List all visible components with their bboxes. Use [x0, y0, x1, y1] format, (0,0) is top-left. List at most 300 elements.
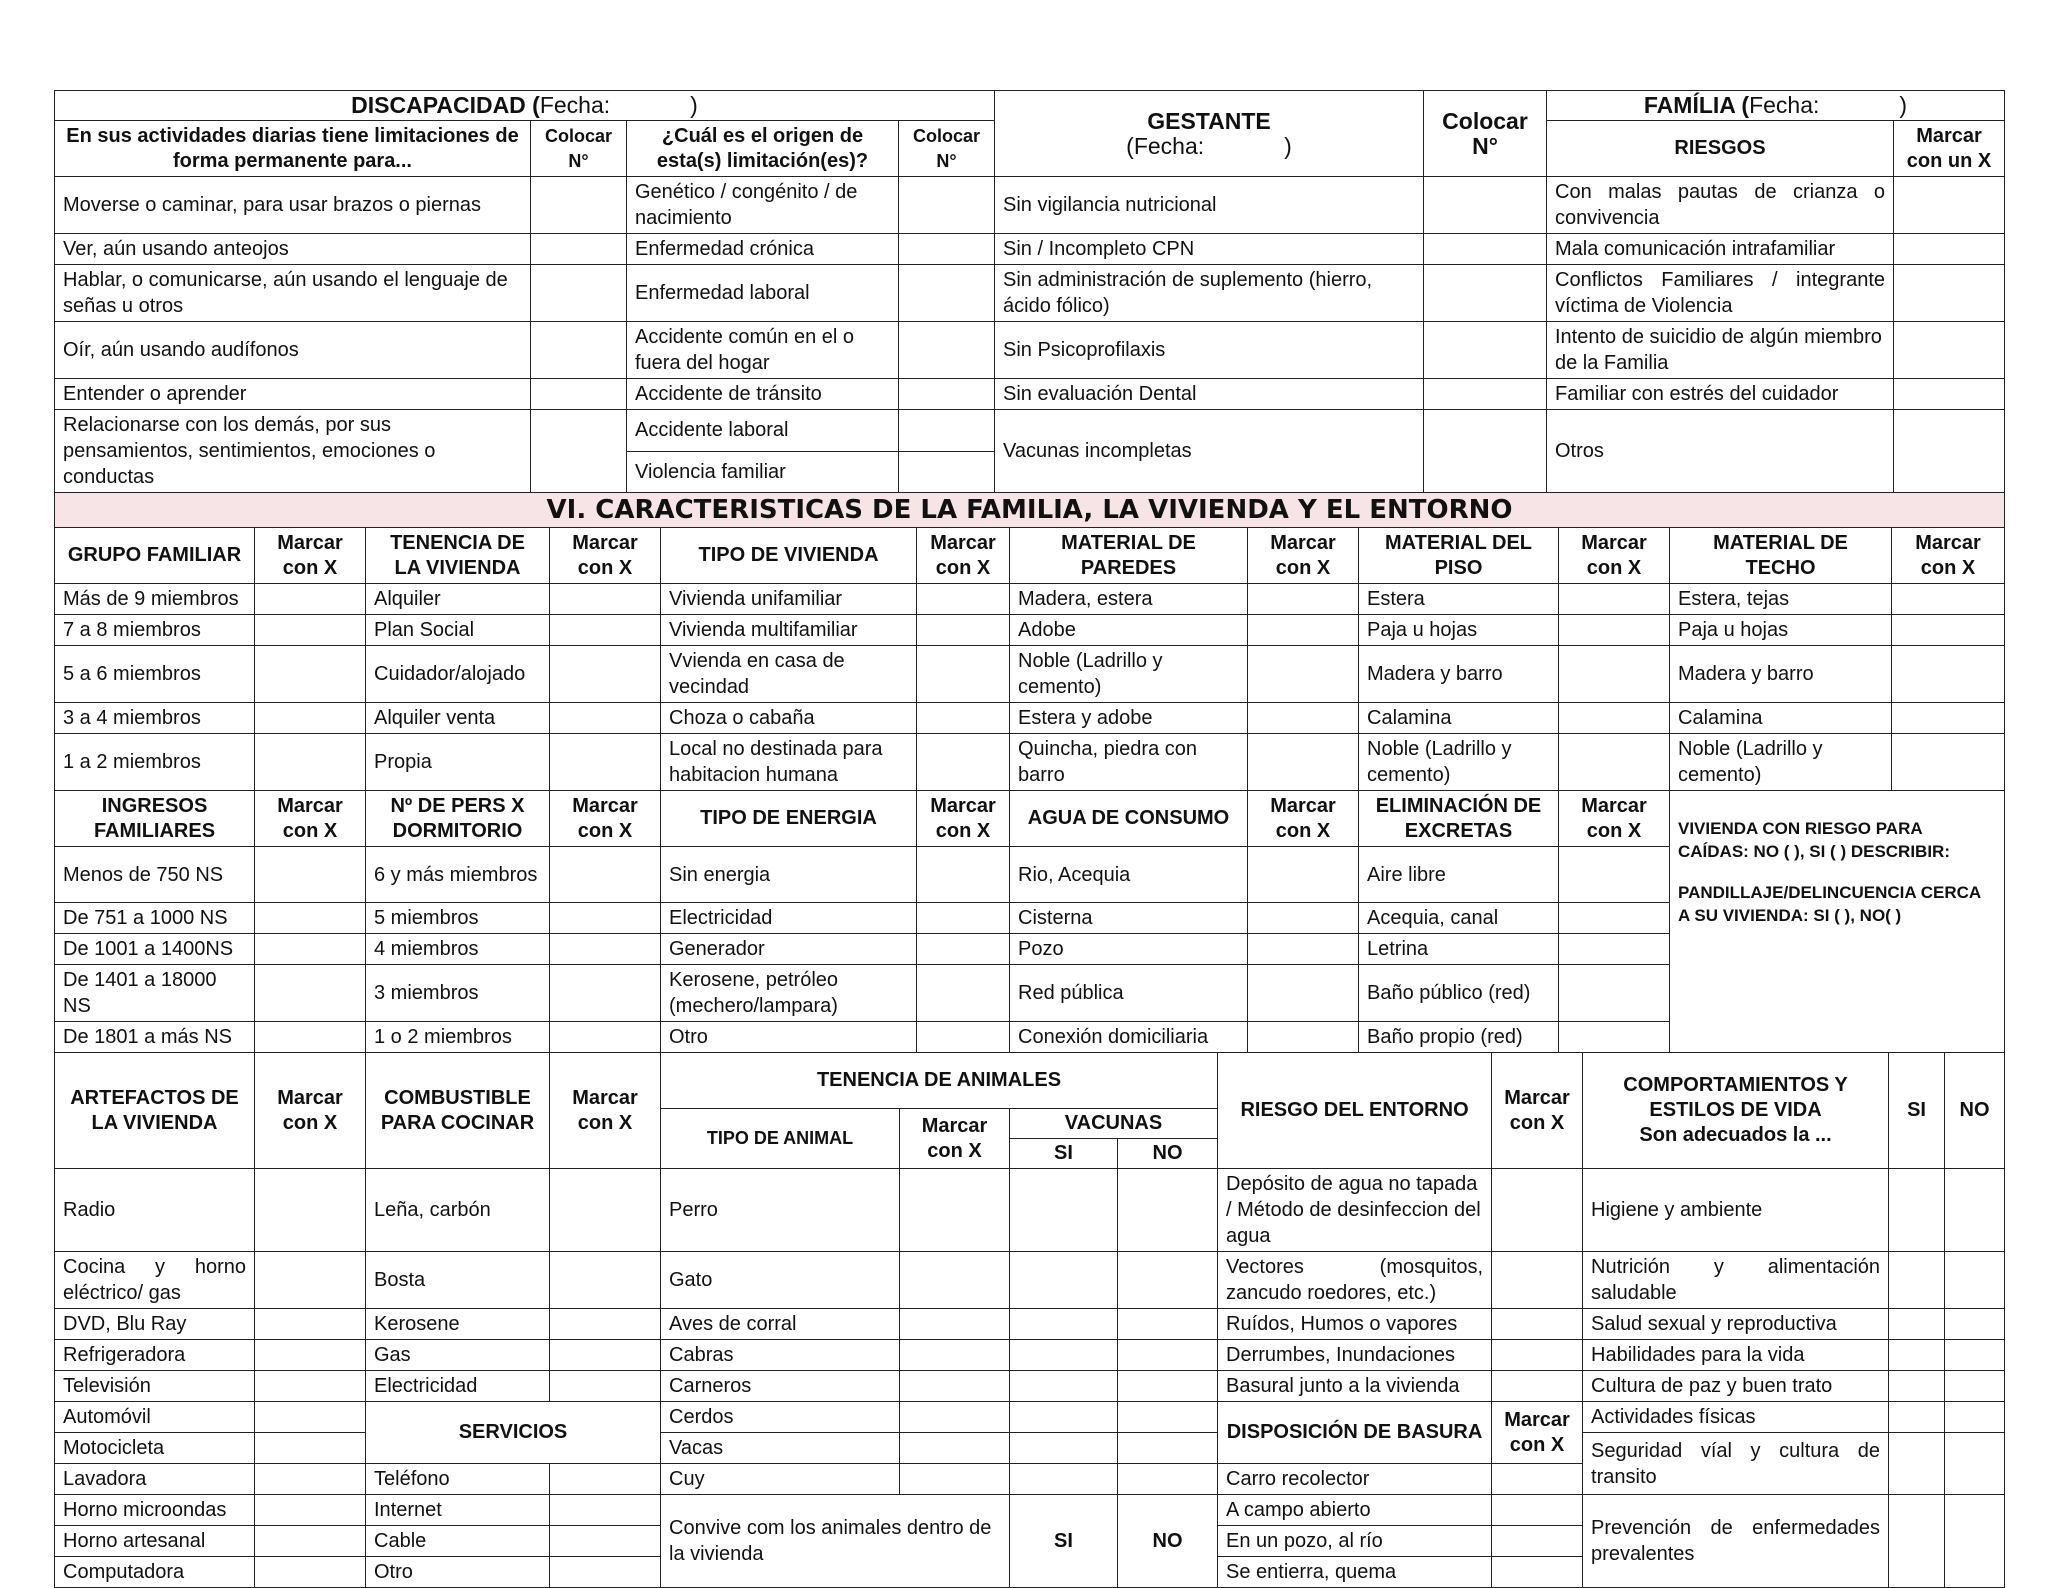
animal-item: Cabras — [661, 1340, 900, 1371]
mark-cell[interactable] — [900, 1464, 1010, 1495]
mark-cell[interactable] — [917, 584, 1010, 615]
mark-cell[interactable] — [255, 1495, 366, 1526]
artefacto-item: Televisión — [55, 1371, 255, 1402]
vacuna-si-cell[interactable] — [1010, 1402, 1118, 1433]
comportamiento-item: Nutrición y alimentación saludable — [1583, 1252, 1889, 1309]
mark-cell[interactable] — [1492, 1495, 1583, 1526]
familia-item: Familiar con estrés del cuidador — [1547, 379, 1894, 410]
vivienda-cell: Vivienda unifamiliar — [661, 584, 917, 615]
combustible-header: COMBUSTIBLE PARA COCINAR — [366, 1053, 550, 1169]
servicio-item: Teléfono — [366, 1464, 550, 1495]
si-cell[interactable] — [1889, 1402, 1945, 1433]
limitaciones-question: En sus actividades diarias tiene limitaciones de forma permanente para... — [55, 121, 531, 177]
tenencia-header: TENENCIA DE LA VIVIENDA — [366, 528, 550, 584]
mark-cell[interactable] — [255, 903, 366, 934]
vivienda-cell: Estera, tejas — [1670, 584, 1892, 615]
familia-input[interactable] — [1894, 234, 2005, 265]
limitaciones-colocar-n: Colocar N° — [531, 121, 627, 177]
mark-cell[interactable] — [550, 1252, 661, 1309]
si-cell[interactable] — [1889, 1433, 1945, 1495]
vivienda-cell: Alquiler — [366, 584, 550, 615]
mark-cell[interactable] — [1248, 584, 1359, 615]
vivienda-cell: 7 a 8 miembros — [55, 615, 255, 646]
mark-cell[interactable] — [255, 1526, 366, 1557]
gestante-input[interactable] — [1424, 265, 1547, 322]
mark-cell[interactable] — [550, 1464, 661, 1495]
pandillaje-text: PANDILLAJE/DELINCUENCIA CERCA A SU VIVIENDA: SI ( ), NO( ) — [1678, 883, 1981, 925]
artefacto-item: Cocina y horno eléctrico/ gas — [55, 1252, 255, 1309]
servicio-cell: Letrina — [1359, 934, 1559, 965]
mark-cell[interactable] — [1492, 1169, 1583, 1252]
mark-cell[interactable] — [1559, 965, 1670, 1022]
limitacion-input[interactable] — [531, 265, 627, 322]
mark-cell[interactable] — [550, 1022, 661, 1053]
mark-cell[interactable] — [1559, 584, 1670, 615]
convive-animales-question: Convive com los animales dentro de la vivienda — [661, 1495, 1010, 1588]
comportamiento-item: Actividades físicas — [1583, 1402, 1889, 1433]
artefacto-item: Horno artesanal — [55, 1526, 255, 1557]
familia-item: Otros — [1547, 410, 1894, 493]
artefacto-item: Automóvil — [55, 1402, 255, 1433]
origen-item: Accidente laboral — [627, 410, 899, 452]
origen-input[interactable] — [899, 322, 995, 379]
mark-cell[interactable] — [550, 847, 661, 903]
si-cell[interactable] — [1889, 1309, 1945, 1340]
mark-cell[interactable] — [255, 1252, 366, 1309]
servicio-cell: Electricidad — [661, 903, 917, 934]
servicio-cell: Aire libre — [1359, 847, 1559, 903]
mark-cell[interactable] — [917, 734, 1010, 791]
section-title: VI. CARACTERISTICAS DE LA FAMILIA, LA VIVIENDA Y EL ENTORNO — [55, 493, 2005, 528]
entorno-table — [54, 1052, 2005, 1588]
mark-cell[interactable] — [917, 1022, 1010, 1053]
mark-cell[interactable] — [550, 1371, 661, 1402]
vacuna-si-cell[interactable] — [1010, 1371, 1118, 1402]
combustible-item: Kerosene — [366, 1309, 550, 1340]
marcar-header: Marcar con X — [1559, 528, 1670, 584]
origen-item: Enfermedad laboral — [627, 265, 899, 322]
grupo-familiar-header: GRUPO FAMILIAR — [55, 528, 255, 584]
servicio-cell: Otro — [661, 1022, 917, 1053]
marcar-header: Marcar con X — [550, 528, 661, 584]
marcar-header: Marcar con X — [550, 1053, 661, 1169]
vacuna-no-cell[interactable] — [1118, 1433, 1218, 1464]
animal-item: Cerdos — [661, 1402, 900, 1433]
basura-item: Carro recolector — [1218, 1464, 1492, 1495]
familia-input[interactable] — [1894, 379, 2005, 410]
mark-cell[interactable] — [900, 1402, 1010, 1433]
combustible-item: Gas — [366, 1340, 550, 1371]
artefacto-item: Computadora — [55, 1557, 255, 1588]
mark-cell[interactable] — [1559, 615, 1670, 646]
mark-cell[interactable] — [255, 1433, 366, 1464]
limitacion-input[interactable] — [531, 410, 627, 493]
mark-cell[interactable] — [1492, 1371, 1583, 1402]
vivienda-cell: 5 a 6 miembros — [55, 646, 255, 703]
familia-input[interactable] — [1894, 177, 2005, 234]
convive-no-option[interactable]: NO — [1118, 1495, 1218, 1588]
mark-cell[interactable] — [1248, 847, 1359, 903]
vivienda-table — [54, 527, 2005, 1053]
marcar-header: Marcar con X — [1892, 528, 2005, 584]
no-cell[interactable] — [1945, 1402, 2005, 1433]
marcar-header: Marcar con X — [1248, 791, 1359, 847]
si-cell[interactable] — [1889, 1371, 1945, 1402]
mark-cell[interactable] — [1248, 903, 1359, 934]
mark-cell[interactable] — [917, 847, 1010, 903]
agua-header: AGUA DE CONSUMO — [1010, 791, 1248, 847]
servicio-cell: Rio, Acequia — [1010, 847, 1248, 903]
vacuna-no-cell[interactable] — [1118, 1371, 1218, 1402]
gestante-input[interactable] — [1424, 322, 1547, 379]
vacunas-si-header: SI — [1010, 1139, 1118, 1169]
origen-input[interactable] — [899, 451, 995, 493]
vacuna-si-cell[interactable] — [1010, 1340, 1118, 1371]
paredes-header: MATERIAL DE PAREDES — [1010, 528, 1248, 584]
servicio-cell: Acequia, canal — [1359, 903, 1559, 934]
mark-cell[interactable] — [255, 934, 366, 965]
artefactos-header: ARTEFACTOS DE LA VIVIENDA — [55, 1053, 255, 1169]
riesgo-entorno-item: Derrumbes, Inundaciones — [1218, 1340, 1492, 1371]
mark-cell[interactable] — [1892, 734, 2005, 791]
mark-cell[interactable] — [255, 1340, 366, 1371]
marcar-header: Marcar con X — [255, 528, 366, 584]
mark-cell[interactable] — [550, 1340, 661, 1371]
comportamiento-item: Salud sexual y reproductiva — [1583, 1309, 1889, 1340]
animal-item: Aves de corral — [661, 1309, 900, 1340]
tipo-vivienda-header: TIPO DE VIVIENDA — [661, 528, 917, 584]
no-cell[interactable] — [1945, 1495, 2005, 1588]
origen-input[interactable] — [899, 379, 995, 410]
animal-item: Gato — [661, 1252, 900, 1309]
marcar-header: Marcar con X — [1248, 528, 1359, 584]
gestante-colocar-n-header: Colocar N° — [1424, 91, 1547, 177]
vivienda-cell: Paja u hojas — [1670, 615, 1892, 646]
vacuna-no-cell[interactable] — [1118, 1252, 1218, 1309]
mark-cell[interactable] — [1559, 1022, 1670, 1053]
mark-cell[interactable] — [1248, 615, 1359, 646]
gestante-item: Sin vigilancia nutricional — [995, 177, 1424, 234]
servicios-header: SERVICIOS — [366, 1402, 661, 1464]
familia-header: FAMÍLIA (Fecha: ) — [1547, 91, 2005, 121]
mark-cell[interactable] — [900, 1309, 1010, 1340]
animal-item: Carneros — [661, 1371, 900, 1402]
mark-cell[interactable] — [255, 703, 366, 734]
vacuna-no-cell[interactable] — [1118, 1340, 1218, 1371]
mark-cell[interactable] — [1559, 847, 1670, 903]
mark-cell[interactable] — [917, 965, 1010, 1022]
marcar-header: Marcar con X — [1492, 1053, 1583, 1169]
mark-cell[interactable] — [255, 1022, 366, 1053]
riesgo-entorno-item: Depósito de agua no tapada / Método de desinfeccion del agua — [1218, 1169, 1492, 1252]
servicio-cell: 6 y más miembros — [366, 847, 550, 903]
mark-cell[interactable] — [1248, 1022, 1359, 1053]
excretas-header: ELIMINACIÓN DE EXCRETAS — [1359, 791, 1559, 847]
no-cell[interactable] — [1945, 1371, 2005, 1402]
mark-cell[interactable] — [1248, 934, 1359, 965]
mark-cell[interactable] — [1492, 1309, 1583, 1340]
vivienda-cell: 3 a 4 miembros — [55, 703, 255, 734]
piso-header: MATERIAL DEL PISO — [1359, 528, 1559, 584]
no-cell[interactable] — [1945, 1340, 2005, 1371]
mark-cell[interactable] — [550, 734, 661, 791]
marcar-header: Marcar con X — [255, 791, 366, 847]
familia-input[interactable] — [1894, 265, 2005, 322]
mark-cell[interactable] — [1248, 646, 1359, 703]
familia-item: Intento de suicidio de algún miembro de la Familia — [1547, 322, 1894, 379]
comportamiento-item: Seguridad víal y cultura de transito — [1583, 1433, 1889, 1495]
artefacto-item: Motocicleta — [55, 1433, 255, 1464]
mark-cell[interactable] — [900, 1252, 1010, 1309]
vivienda-cell: Adobe — [1010, 615, 1248, 646]
marcar-header: Marcar con X — [917, 791, 1010, 847]
familia-input[interactable] — [1894, 322, 2005, 379]
mark-cell[interactable] — [255, 1169, 366, 1252]
mark-cell[interactable] — [550, 1169, 661, 1252]
vacuna-si-cell[interactable] — [1010, 1309, 1118, 1340]
familia-input[interactable] — [1894, 410, 2005, 493]
mark-cell[interactable] — [550, 1526, 661, 1557]
vacuna-si-cell[interactable] — [1010, 1252, 1118, 1309]
animal-item: Cuy — [661, 1464, 900, 1495]
limitacion-item: Ver, aún usando anteojos — [55, 234, 531, 265]
mark-cell[interactable] — [550, 1495, 661, 1526]
mark-cell[interactable] — [255, 1464, 366, 1495]
vacuna-si-cell[interactable] — [1010, 1169, 1118, 1252]
si-cell[interactable] — [1889, 1340, 1945, 1371]
mark-cell[interactable] — [550, 1557, 661, 1588]
familia-item: Conflictos Familiares / integrante víctima de Violencia — [1547, 265, 1894, 322]
origen-item: Accidente común en el o fuera del hogar — [627, 322, 899, 379]
basura-header: DISPOSICIÓN DE BASURA — [1218, 1402, 1492, 1464]
mark-cell[interactable] — [255, 615, 366, 646]
familia-item: Mala comunicación intrafamiliar — [1547, 234, 1894, 265]
mark-cell[interactable] — [550, 934, 661, 965]
mark-cell[interactable] — [1248, 965, 1359, 1022]
mark-cell[interactable] — [550, 703, 661, 734]
marcar-header: Marcar con X — [1559, 791, 1670, 847]
si-cell[interactable] — [1889, 1252, 1945, 1309]
mark-cell[interactable] — [255, 646, 366, 703]
origen-input[interactable] — [899, 410, 995, 452]
no-cell[interactable] — [1945, 1169, 2005, 1252]
limitacion-item: Relacionarse con los demás, por sus pensamientos, sentimientos, emociones o conductas — [55, 410, 531, 493]
servicio-cell: Sin energia — [661, 847, 917, 903]
mark-cell[interactable] — [1492, 1557, 1583, 1588]
basura-item: Se entierra, quema — [1218, 1557, 1492, 1588]
mark-cell[interactable] — [1892, 615, 2005, 646]
vivienda-cell: Estera y adobe — [1010, 703, 1248, 734]
mark-cell[interactable] — [917, 646, 1010, 703]
mark-cell[interactable] — [1892, 584, 2005, 615]
vivienda-cell: Alquiler venta — [366, 703, 550, 734]
vivienda-cell: Quincha, piedra con barro — [1010, 734, 1248, 791]
mark-cell[interactable] — [550, 615, 661, 646]
vacuna-no-cell[interactable] — [1118, 1169, 1218, 1252]
no-cell[interactable] — [1945, 1252, 2005, 1309]
combustible-item: Leña, carbón — [366, 1169, 550, 1252]
mark-cell[interactable] — [255, 584, 366, 615]
servicio-cell: De 1001 a 1400NS — [55, 934, 255, 965]
limitacion-input[interactable] — [531, 234, 627, 265]
riesgo-caidas-text: VIVIENDA CON RIESGO PARA CAÍDAS: NO ( ), SI ( ) DESCRIBIR: — [1678, 819, 1950, 861]
tenencia-animales-header: TENENCIA DE ANIMALES — [661, 1053, 1218, 1109]
mark-cell[interactable] — [1559, 934, 1670, 965]
basura-item: A campo abierto — [1218, 1495, 1492, 1526]
discapacidad-gestante-familia-table — [54, 90, 2005, 528]
servicio-cell: 1 o 2 miembros — [366, 1022, 550, 1053]
servicio-cell: Baño público (red) — [1359, 965, 1559, 1022]
energia-header: TIPO DE ENERGIA — [661, 791, 917, 847]
mark-cell[interactable] — [900, 1169, 1010, 1252]
ingresos-header: INGRESOS FAMILIARES — [55, 791, 255, 847]
vacuna-no-cell[interactable] — [1118, 1464, 1218, 1495]
servicio-cell: Red pública — [1010, 965, 1248, 1022]
marcar-header: Marcar con X — [917, 528, 1010, 584]
mark-cell[interactable] — [1559, 646, 1670, 703]
convive-si-option[interactable]: SI — [1010, 1495, 1118, 1588]
mark-cell[interactable] — [255, 1371, 366, 1402]
familia-item: Con malas pautas de crianza o convivencia — [1547, 177, 1894, 234]
si-cell[interactable] — [1889, 1495, 1945, 1588]
vivienda-cell: 1 a 2 miembros — [55, 734, 255, 791]
mark-cell[interactable] — [255, 847, 366, 903]
vivienda-cell: Propia — [366, 734, 550, 791]
marcar-header: Marcar con X — [255, 1053, 366, 1169]
vacunas-header: VACUNAS — [1010, 1109, 1218, 1139]
vivienda-cell: Madera y barro — [1670, 646, 1892, 703]
gestante-item: Vacunas incompletas — [995, 410, 1424, 493]
vacunas-no-header: NO — [1118, 1139, 1218, 1169]
vivienda-cell: Madera y barro — [1359, 646, 1559, 703]
mark-cell[interactable] — [900, 1433, 1010, 1464]
riesgo-entorno-header: RIESGO DEL ENTORNO — [1218, 1053, 1492, 1169]
vivienda-riesgo-notes[interactable] — [1670, 791, 2005, 1053]
origen-question: ¿Cuál es el origen de esta(s) limitación(es)? — [627, 121, 899, 177]
origen-input[interactable] — [899, 265, 995, 322]
no-cell[interactable] — [1945, 1433, 2005, 1495]
mark-cell[interactable] — [550, 1309, 661, 1340]
mark-cell[interactable] — [255, 734, 366, 791]
limitacion-item: Hablar, o comunicarse, aún usando el lenguaje de señas u otros — [55, 265, 531, 322]
mark-cell[interactable] — [917, 903, 1010, 934]
tipo-animal-header: TIPO DE ANIMAL — [661, 1109, 900, 1169]
mark-cell[interactable] — [1248, 734, 1359, 791]
limitacion-input[interactable] — [531, 177, 627, 234]
servicio-cell: Pozo — [1010, 934, 1248, 965]
mark-cell[interactable] — [917, 703, 1010, 734]
no-cell[interactable] — [1945, 1309, 2005, 1340]
artefacto-item: Lavadora — [55, 1464, 255, 1495]
mark-cell[interactable] — [255, 1557, 366, 1588]
gestante-input[interactable] — [1424, 410, 1547, 493]
vivienda-cell: Más de 9 miembros — [55, 584, 255, 615]
no-header: NO — [1945, 1053, 2005, 1169]
riesgo-entorno-item: Basural junto a la vivienda — [1218, 1371, 1492, 1402]
vivienda-cell: Noble (Ladrillo y cemento) — [1359, 734, 1559, 791]
riesgos-header: RIESGOS — [1547, 121, 1894, 177]
mark-cell[interactable] — [1892, 703, 2005, 734]
gestante-input[interactable] — [1424, 177, 1547, 234]
vacuna-si-cell[interactable] — [1010, 1464, 1118, 1495]
mark-cell[interactable] — [1559, 734, 1670, 791]
limitacion-input[interactable] — [531, 379, 627, 410]
servicio-item: Cable — [366, 1526, 550, 1557]
combustible-item: Bosta — [366, 1252, 550, 1309]
vivienda-cell: Estera — [1359, 584, 1559, 615]
servicio-cell: De 1801 a más NS — [55, 1022, 255, 1053]
gestante-input[interactable] — [1424, 379, 1547, 410]
mark-cell[interactable] — [1248, 703, 1359, 734]
limitacion-item: Moverse o caminar, para usar brazos o piernas — [55, 177, 531, 234]
discapacidad-header: DISCAPACIDAD (Fecha: ) — [55, 91, 995, 121]
servicio-cell: Kerosene, petróleo (mechero/lampara) — [661, 965, 917, 1022]
mark-cell[interactable] — [1492, 1464, 1583, 1495]
servicio-cell: De 751 a 1000 NS — [55, 903, 255, 934]
servicio-item: Otro — [366, 1557, 550, 1588]
mark-cell[interactable] — [1492, 1340, 1583, 1371]
mark-cell[interactable] — [1492, 1252, 1583, 1309]
mark-cell[interactable] — [1559, 903, 1670, 934]
si-cell[interactable] — [1889, 1169, 1945, 1252]
artefacto-item: DVD, Blu Ray — [55, 1309, 255, 1340]
vivienda-cell: Plan Social — [366, 615, 550, 646]
servicio-cell: Cisterna — [1010, 903, 1248, 934]
origen-item: Genético / congénito / de nacimiento — [627, 177, 899, 234]
mark-cell[interactable] — [1559, 703, 1670, 734]
mark-cell[interactable] — [900, 1371, 1010, 1402]
vivienda-cell: Local no destinada para habitacion humana — [661, 734, 917, 791]
comportamiento-item: Prevención de enfermedades prevalentes — [1583, 1495, 1889, 1588]
mark-cell[interactable] — [917, 934, 1010, 965]
mark-cell[interactable] — [1492, 1526, 1583, 1557]
mark-cell[interactable] — [550, 646, 661, 703]
limitacion-input[interactable] — [531, 322, 627, 379]
gestante-item: Sin administración de suplemento (hierro, ácido fólico) — [995, 265, 1424, 322]
animal-item: Vacas — [661, 1433, 900, 1464]
gestante-input[interactable] — [1424, 234, 1547, 265]
techo-header: MATERIAL DE TECHO — [1670, 528, 1892, 584]
mark-cell[interactable] — [550, 965, 661, 1022]
mark-cell[interactable] — [550, 903, 661, 934]
mark-cell[interactable] — [255, 965, 366, 1022]
riesgo-entorno-item: Ruídos, Humos o vapores — [1218, 1309, 1492, 1340]
riesgo-entorno-item: Vectores (mosquitos, zancudo roedores, etc.) — [1218, 1252, 1492, 1309]
servicio-cell: Conexión domiciliaria — [1010, 1022, 1248, 1053]
servicio-cell: Menos de 750 NS — [55, 847, 255, 903]
riesgos-marcar-header: Marcar con un X — [1894, 121, 2005, 177]
vivienda-cell: Madera, estera — [1010, 584, 1248, 615]
origen-input[interactable] — [899, 177, 995, 234]
mark-cell[interactable] — [255, 1402, 366, 1433]
mark-cell[interactable] — [917, 615, 1010, 646]
mark-cell[interactable] — [900, 1340, 1010, 1371]
vivienda-cell: Cuidador/alojado — [366, 646, 550, 703]
pers-dormitorio-header: Nº DE PERS X DORMITORIO — [366, 791, 550, 847]
marcar-header: Marcar con X — [550, 791, 661, 847]
origen-input[interactable] — [899, 234, 995, 265]
vacuna-no-cell[interactable] — [1118, 1309, 1218, 1340]
mark-cell[interactable] — [255, 1309, 366, 1340]
vacuna-si-cell[interactable] — [1010, 1433, 1118, 1464]
mark-cell[interactable] — [550, 584, 661, 615]
vivienda-cell: Noble (Ladrillo y cemento) — [1670, 734, 1892, 791]
limitacion-item: Oír, aún usando audífonos — [55, 322, 531, 379]
gestante-header: GESTANTE (Fecha: ) — [995, 91, 1424, 177]
vacuna-no-cell[interactable] — [1118, 1402, 1218, 1433]
mark-cell[interactable] — [1892, 646, 2005, 703]
servicio-cell: De 1401 a 18000 NS — [55, 965, 255, 1022]
